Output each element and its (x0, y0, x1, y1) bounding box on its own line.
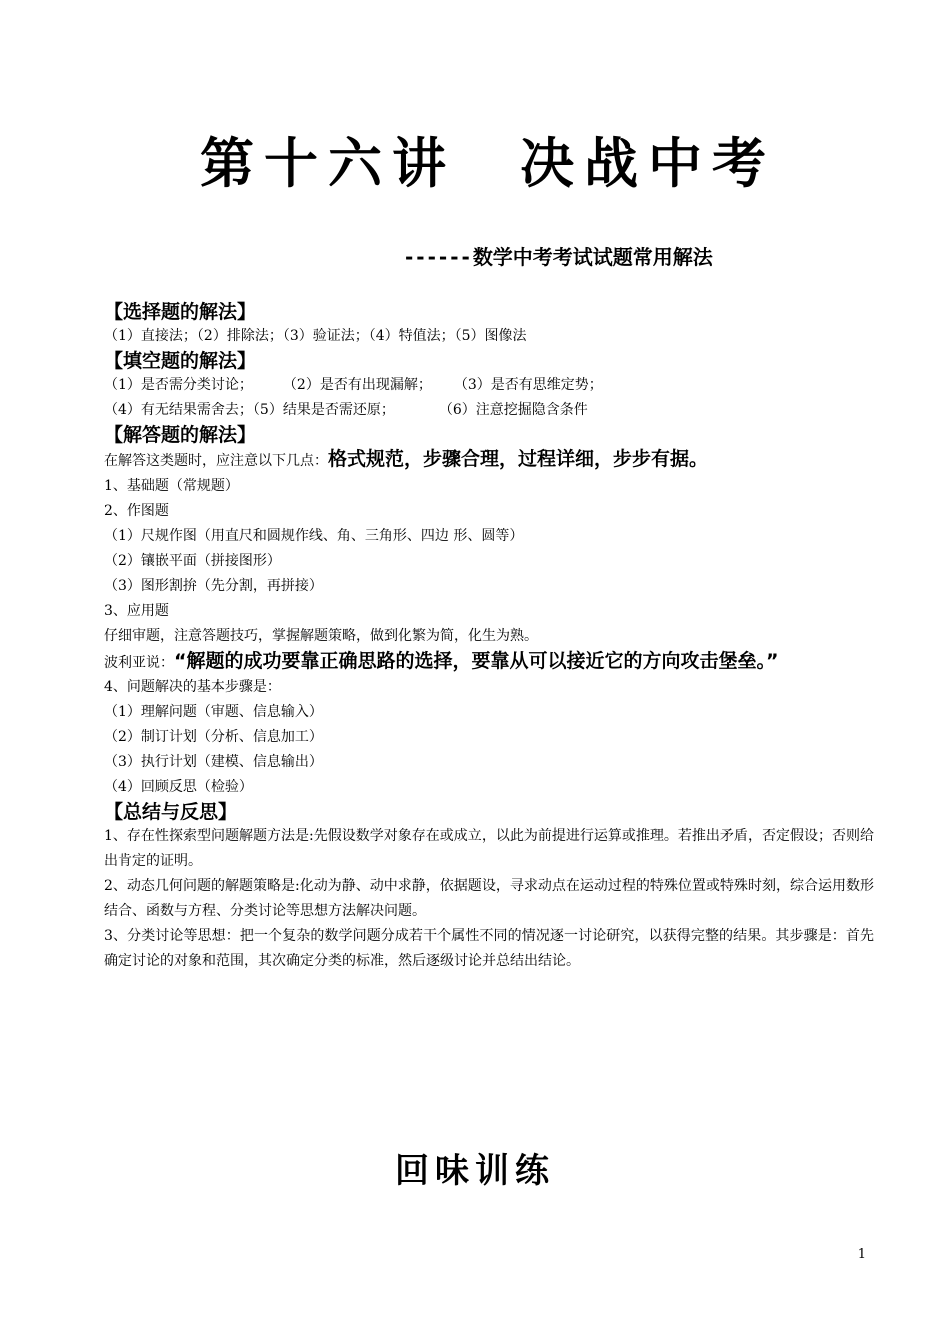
step-item: （3）执行计划（建模、信息输出） (104, 754, 323, 770)
answer-item: 1、基础题（常规题） (104, 478, 239, 494)
quote-text: “解题的成功要靠正确思路的选择，要靠从可以接近它的方向攻击堡垒。” (174, 650, 779, 672)
answer-item: （2）镶嵌平面（拼接图形） (104, 553, 281, 569)
fill-item-2: （2）是否有出现漏解； (282, 377, 432, 393)
answer-intro (104, 447, 874, 474)
heading-choice: 【选择题的解法】 (104, 301, 257, 323)
quote-prefix: 波利亚说： (104, 655, 174, 671)
summary-paragraph: 3、分类讨论等思想：把一个复杂的数学问题分成若干个属性不同的情况逐一讨论研究，以获得完整的结果。其步骤是：首先确定讨论的对象和范围，其次确定分类的标准，然后逐级讨论并总结出结论。 (104, 928, 874, 969)
step-item: （2）制订计划（分析、信息加工） (104, 729, 323, 745)
step-item: （4）回顾反思（检验） (104, 779, 253, 795)
fill-line-1 (104, 373, 874, 398)
subtitle (405, 242, 825, 272)
step-item: 4、问题解决的基本步骤是： (104, 679, 281, 695)
choice-methods: （1）直接法；（2）排除法；（3）验证法；（4）特值法；（5）图像法 (104, 328, 527, 344)
summary-paragraph: 2、动态几何问题的解题策略是:化动为静、动中求静，依据题设，寻求动点在运动过程的特殊位置或特殊时刻，综合运用数形结合、函数与方程、分类讨论等思想方法解决问题。 (104, 878, 874, 919)
summary-paragraph: 1、存在性探索型问题解题方法是:先假设数学对象存在或成立，以此为前提进行运算或推理。若推出矛盾，否定假设；否则给出肯定的证明。 (104, 828, 874, 869)
answer-item: （3）图形割拚（先分割，再拼接） (104, 578, 323, 594)
polya-quote (104, 649, 874, 675)
lecture-title: 第十六讲 决战中考 (200, 131, 776, 195)
fill-line-2 (104, 398, 874, 423)
content-body (104, 300, 874, 974)
heading-answer: 【解答题的解法】 (104, 424, 257, 446)
heading-fill: 【填空题的解法】 (104, 350, 257, 372)
subtitle-dashes: ------ (405, 245, 473, 269)
step-item: （1）理解问题（审题、信息输入） (104, 704, 323, 720)
answer-intro-emphasis: 格式规范，步骤合理，过程详细，步步有据。 (328, 448, 709, 470)
fill-item-3: （3）是否有思维定势； (453, 377, 603, 393)
fill-items-4-5: （4）有无结果需舍去；（5）结果是否需还原； (104, 402, 395, 418)
answer-item: 仔细审题，注意答题技巧，掌握解题策略，做到化繁为简，化生为熟。 (104, 628, 538, 644)
fill-item-6: （6）注意挖掘隐含条件 (438, 402, 588, 418)
page-number: 1 (857, 1247, 866, 1262)
subtitle-text: 数学中考考试试题常用解法 (472, 245, 713, 269)
fill-item-1: （1）是否需分类讨论； (104, 377, 253, 393)
answer-item: 2、作图题 (104, 503, 169, 519)
answer-item: （1）尺规作图（用直尺和圆规作线、角、三角形、四边 形、圆等） (104, 528, 524, 544)
heading-summary: 【总结与反思】 (104, 801, 238, 823)
answer-intro-text: 在解答这类题时，应注意以下几点： (104, 453, 328, 469)
answer-item: 3、应用题 (104, 603, 169, 619)
review-title: 回味训练 (395, 1151, 555, 1191)
